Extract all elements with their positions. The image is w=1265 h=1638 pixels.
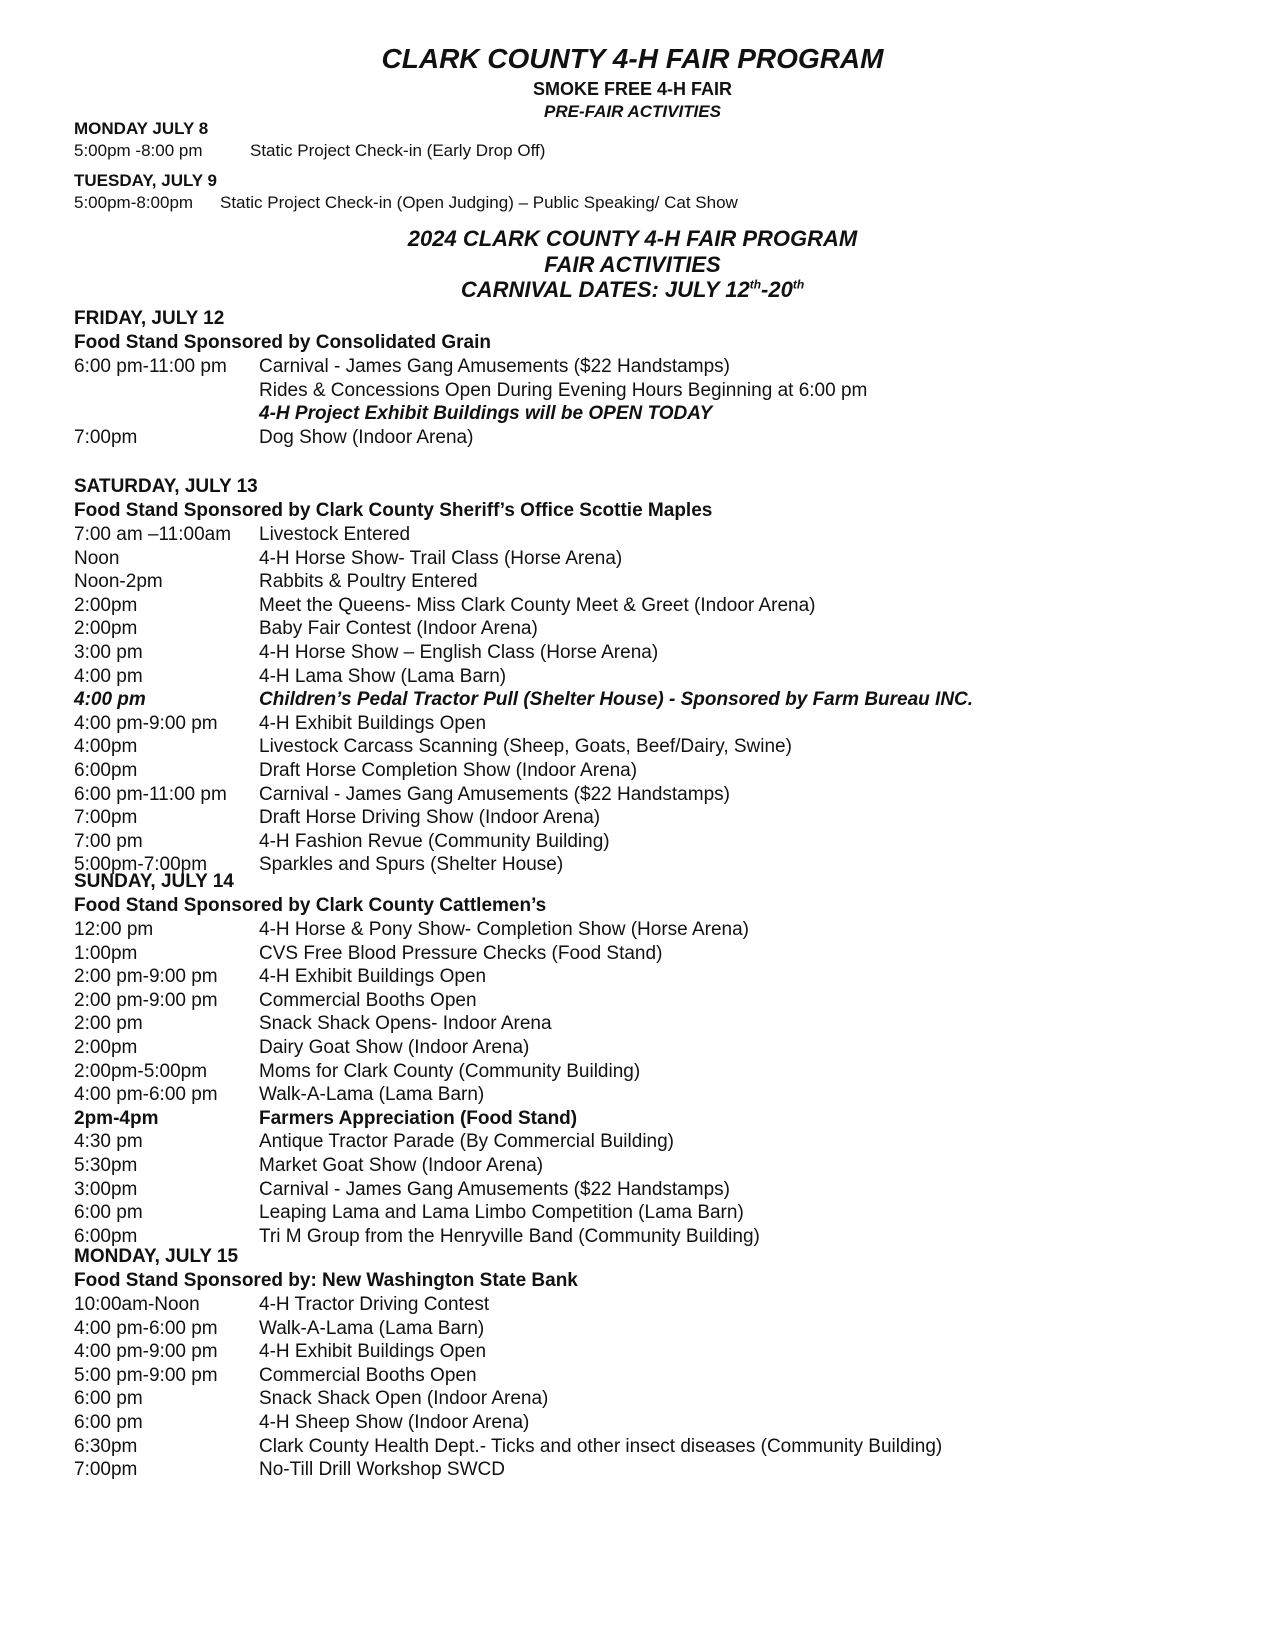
prefair-day-label: MONDAY JULY 8: [74, 119, 209, 138]
schedule-row: [74, 712, 1224, 736]
day-heading: SATURDAY, JULY 13: [74, 476, 258, 497]
schedule-row: [74, 783, 1224, 807]
schedule-row: [74, 1130, 1224, 1154]
schedule-time: 3:00 pm: [74, 641, 143, 663]
schedule-row: [74, 1293, 1224, 1317]
fair-activities-heading: FAIR ACTIVITIES: [544, 252, 721, 277]
schedule-row: [74, 918, 1224, 942]
schedule-row: [74, 965, 1224, 989]
schedule-time: Noon: [74, 547, 120, 569]
schedule-time: 7:00pm: [74, 807, 138, 829]
schedule-event: Commercial Booths Open: [259, 1364, 477, 1386]
schedule-row: [74, 1201, 1224, 1225]
schedule-row: [74, 830, 1224, 854]
schedule-row: [74, 688, 1224, 712]
schedule-event: Moms for Clark County (Community Building): [259, 1060, 641, 1082]
schedule-event: Children’s Pedal Tractor Pull (Shelter House) - Sponsored by Farm Bureau INC.: [259, 689, 974, 711]
schedule-event: Walk-A-Lama (Lama Barn): [259, 1317, 485, 1339]
prefair-event: Static Project Check-in (Early Drop Off): [250, 141, 546, 160]
schedule-event: 4-H Horse Show- Trail Class (Horse Arena): [259, 547, 623, 569]
schedule-time: 6:00 pm: [74, 1202, 143, 1224]
schedule-time: 5:00pm-7:00pm: [74, 854, 208, 876]
schedule-row: [74, 665, 1224, 689]
carnival-sup-end: th: [792, 277, 805, 292]
schedule-row: [74, 1060, 1224, 1084]
carnival-sup-start: th: [749, 277, 762, 292]
day-section-friday: [74, 307, 1224, 449]
schedule-event: Meet the Queens- Miss Clark County Meet & Greet (Indoor Arena): [259, 594, 816, 616]
schedule-row: [74, 402, 1224, 426]
schedule-time: 2pm-4pm: [74, 1107, 159, 1129]
schedule-time: 2:00 pm-9:00 pm: [74, 966, 218, 988]
schedule-event: Carnival - James Gang Amusements ($22 Handstamps): [259, 1178, 730, 1200]
schedule-row: [74, 806, 1224, 830]
carnival-dates-text: CARNIVAL DATES: JULY 12: [460, 277, 750, 302]
prefair-row: [74, 193, 738, 213]
page-subtitle: SMOKE FREE 4-H FAIR: [532, 79, 733, 99]
schedule-event: No-Till Drill Workshop SWCD: [259, 1459, 505, 1481]
schedule-row: [74, 379, 1224, 403]
schedule-event: 4-H Exhibit Buildings Open: [259, 966, 487, 988]
schedule-time: 4:00 pm-6:00 pm: [74, 1317, 218, 1339]
schedule-event: Leaping Lama and Lama Limbo Competition (Lama Barn): [259, 1202, 744, 1224]
schedule-row: [74, 735, 1224, 759]
schedule-time: 2:00pm-5:00pm: [74, 1060, 208, 1082]
schedule-time: [74, 402, 259, 426]
schedule-time: 4:00 pm-9:00 pm: [74, 712, 218, 734]
schedule-event: 4-H Project Exhibit Buildings will be OPEN TODAY: [259, 403, 713, 425]
schedule-time: 4:00 pm-9:00 pm: [74, 1341, 218, 1363]
schedule-row: [74, 1154, 1224, 1178]
schedule-event: Dairy Goat Show (Indoor Arena): [259, 1036, 530, 1058]
schedule-row: [74, 1107, 1224, 1131]
schedule-event: Commercial Booths Open: [259, 989, 477, 1011]
schedule-row: [74, 1083, 1224, 1107]
schedule-row: [74, 759, 1224, 783]
prefair-heading: PRE-FAIR ACTIVITIES: [544, 102, 721, 121]
schedule-event: 4-H Exhibit Buildings Open: [259, 1341, 487, 1363]
schedule-event: 4-H Tractor Driving Contest: [259, 1294, 490, 1315]
schedule-time: 2:00pm: [74, 594, 138, 616]
carnival-dates-end: -20: [761, 277, 793, 302]
schedule-time: 3:00pm: [74, 1178, 138, 1200]
schedule-event: Carnival - James Gang Amusements ($22 Handstamps): [259, 356, 730, 377]
prefair-event: Static Project Check-in (Open Judging) – Public Speaking/ Cat Show: [220, 193, 738, 212]
schedule-row: [74, 1178, 1224, 1202]
schedule-event: Snack Shack Opens- Indoor Arena: [259, 1013, 552, 1035]
day-section-saturday: [74, 475, 1224, 877]
fair-program-title: 2024 CLARK COUNTY 4-H FAIR PROGRAM: [407, 226, 858, 251]
prefair-time: 5:00pm -8:00 pm: [74, 141, 203, 160]
schedule-row: [74, 617, 1224, 641]
schedule-event: CVS Free Blood Pressure Checks (Food Stand): [259, 942, 663, 964]
schedule-time: 12:00 pm: [74, 919, 154, 940]
schedule-time: 6:00 pm: [74, 1388, 143, 1410]
schedule-row: [74, 523, 1224, 547]
day-heading: MONDAY, JULY 15: [74, 1246, 239, 1267]
schedule-row: [74, 594, 1224, 618]
day-section-sunday: [74, 870, 1224, 1248]
schedule-event: Antique Tractor Parade (By Commercial Building): [259, 1131, 675, 1153]
schedule-time: 7:00pm: [74, 426, 138, 448]
schedule-event: Rabbits & Poultry Entered: [259, 571, 478, 593]
schedule-event: Walk-A-Lama (Lama Barn): [259, 1084, 485, 1106]
schedule-time: Noon-2pm: [74, 571, 163, 593]
day-heading: FRIDAY, JULY 12: [74, 308, 225, 329]
schedule-time: 2:00pm: [74, 1036, 138, 1058]
prefair-row: [74, 141, 545, 161]
schedule-event: Dog Show (Indoor Arena): [259, 426, 474, 448]
schedule-row: [74, 1364, 1224, 1388]
schedule-time: 6:00pm: [74, 759, 138, 781]
schedule-time: 2:00pm: [74, 618, 138, 640]
schedule-event: Tri M Group from the Henryville Band (Community Building): [259, 1225, 760, 1247]
schedule-row: [74, 547, 1224, 571]
schedule-event: Livestock Carcass Scanning (Sheep, Goats, Beef/Dairy, Swine): [259, 736, 792, 758]
schedule-event: Sparkles and Spurs (Shelter House): [259, 854, 564, 876]
schedule-row: [74, 942, 1224, 966]
schedule-event: Draft Horse Driving Show (Indoor Arena): [259, 807, 601, 829]
schedule-row: [74, 1435, 1224, 1459]
schedule-time: 7:00pm: [74, 1459, 138, 1481]
schedule-row: [74, 1317, 1224, 1341]
schedule-row: [74, 1340, 1224, 1364]
schedule-time: 7:00 am –11:00am: [74, 524, 232, 545]
schedule-event: Draft Horse Completion Show (Indoor Arena): [259, 759, 638, 781]
schedule-time: 6:00 pm-11:00 pm: [74, 356, 227, 377]
food-stand-sponsor: Food Stand Sponsored by: New Washington State Bank: [74, 1270, 578, 1291]
food-stand-sponsor: Food Stand Sponsored by Consolidated Grain: [74, 332, 491, 353]
schedule-row: [74, 641, 1224, 665]
schedule-row: [74, 1411, 1224, 1435]
schedule-event: Farmers Appreciation (Food Stand): [259, 1107, 578, 1129]
schedule-time: 1:00pm: [74, 942, 138, 964]
schedule-row: [74, 355, 1224, 379]
schedule-time: 10:00am-Noon: [74, 1294, 200, 1315]
schedule-event: Carnival - James Gang Amusements ($22 Handstamps): [259, 783, 730, 805]
schedule-time: [74, 379, 259, 403]
schedule-event: Livestock Entered: [259, 524, 411, 545]
schedule-time: 4:00pm: [74, 736, 138, 758]
prefair-day-label: TUESDAY, JULY 9: [74, 171, 217, 190]
schedule-event: 4-H Horse Show – English Class (Horse Arena): [259, 641, 659, 663]
schedule-row: [74, 570, 1224, 594]
schedule-event: Snack Shack Open (Indoor Arena): [259, 1388, 549, 1410]
prefair-time: 5:00pm-8:00pm: [74, 193, 194, 212]
schedule-time: 4:00 pm: [74, 689, 146, 711]
schedule-row: [74, 426, 1224, 450]
schedule-event: Clark County Health Dept.- Ticks and other insect diseases (Community Building): [259, 1435, 943, 1457]
schedule-event: 4-H Exhibit Buildings Open: [259, 712, 487, 734]
day-heading: SUNDAY, JULY 14: [74, 871, 234, 892]
schedule-time: 2:00 pm: [74, 1013, 143, 1035]
schedule-time: 6:00 pm: [74, 1411, 143, 1433]
schedule-row: [74, 1036, 1224, 1060]
schedule-row: [74, 1012, 1224, 1036]
schedule-event: Baby Fair Contest (Indoor Arena): [259, 618, 538, 640]
schedule-time: 4:30 pm: [74, 1131, 143, 1153]
schedule-time: 4:00 pm-6:00 pm: [74, 1084, 218, 1106]
schedule-time: 6:00 pm-11:00 pm: [74, 783, 227, 805]
schedule-event: Rides & Concessions Open During Evening Hours Beginning at 6:00 pm: [259, 379, 868, 401]
schedule-row: [74, 1458, 1224, 1482]
schedule-time: 5:00 pm-9:00 pm: [74, 1364, 218, 1386]
schedule-event: Market Goat Show (Indoor Arena): [259, 1154, 544, 1176]
schedule-time: 7:00 pm: [74, 830, 143, 852]
schedule-time: 6:00pm: [74, 1225, 138, 1247]
schedule-event: 4-H Horse & Pony Show- Completion Show (Horse Arena): [259, 919, 749, 940]
schedule-event: 4-H Fashion Revue (Community Building): [259, 830, 610, 852]
carnival-dates: [0, 277, 1265, 303]
schedule-row: [74, 989, 1224, 1013]
schedule-time: 6:30pm: [74, 1435, 138, 1457]
food-stand-sponsor: Food Stand Sponsored by Clark County Cattlemen’s: [74, 895, 547, 916]
page-title: CLARK COUNTY 4-H FAIR PROGRAM: [381, 43, 884, 74]
schedule-event: 4-H Lama Show (Lama Barn): [259, 665, 507, 687]
schedule-time: 2:00 pm-9:00 pm: [74, 989, 218, 1011]
schedule-event: 4-H Sheep Show (Indoor Arena): [259, 1411, 530, 1433]
food-stand-sponsor: Food Stand Sponsored by Clark County Sheriff’s Office Scottie Maples: [74, 500, 713, 521]
day-section-monday: [74, 1245, 1224, 1482]
schedule-row: [74, 1387, 1224, 1411]
schedule-time: 4:00 pm: [74, 665, 143, 687]
schedule-time: 5:30pm: [74, 1154, 138, 1176]
